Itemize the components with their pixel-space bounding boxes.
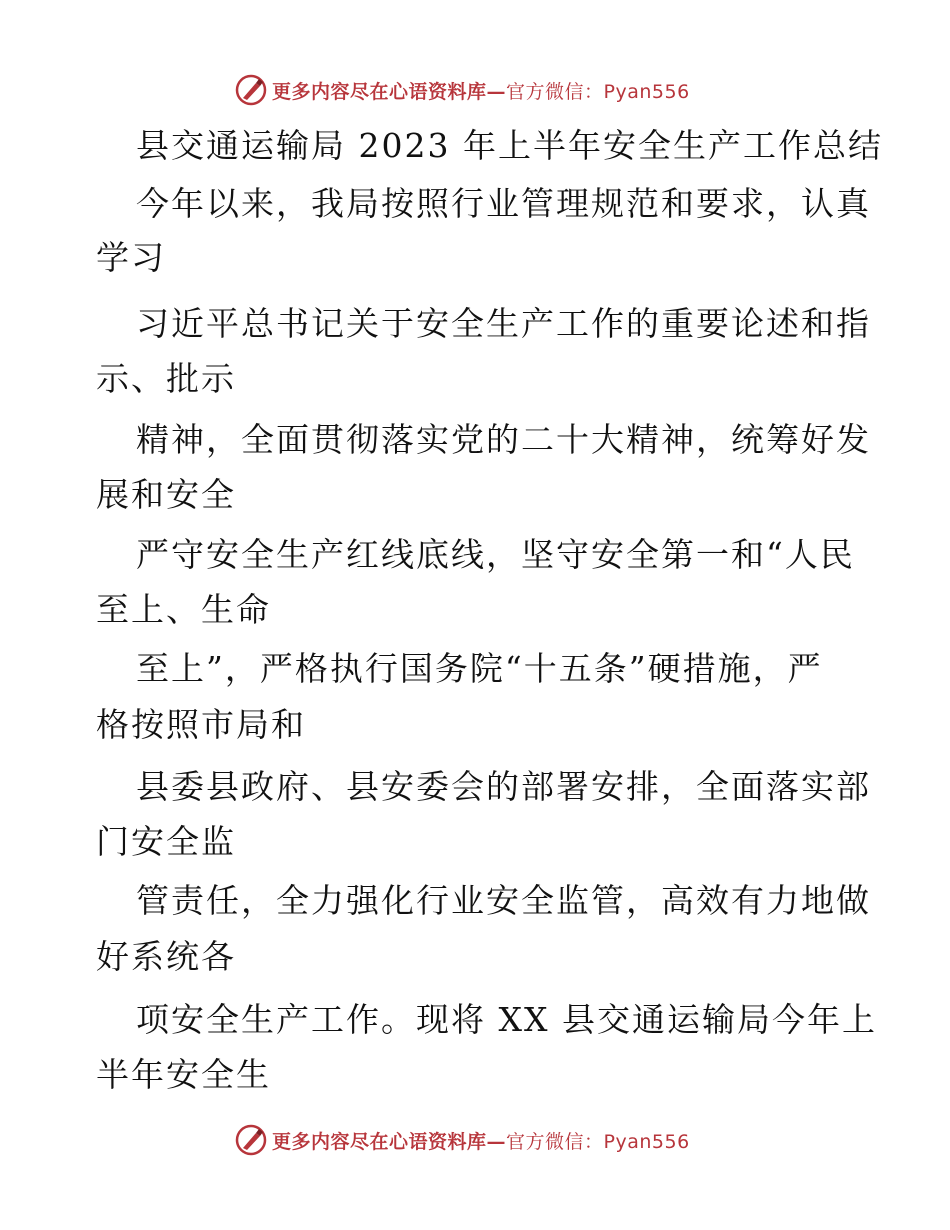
paragraph-line: 县委县政府、县安委会的部署安排，全面落实部: [136, 767, 871, 806]
banner-text: 更多内容尽在心语资料库—官方微信：Pyan556: [272, 80, 690, 103]
paragraph-line: 管责任，全力强化行业安全监管，高效有力地做: [136, 881, 871, 920]
paragraph-line: 学习: [96, 238, 166, 277]
pen-logo-icon: [234, 1123, 268, 1157]
paragraph-line: 至上、生命: [96, 590, 271, 629]
document-title: 县交通运输局 2023 年上半年安全生产工作总结: [136, 126, 883, 165]
paragraph-line: 今年以来，我局按照行业管理规范和要求，认真: [136, 184, 871, 223]
paragraph-line: 半年安全生: [96, 1055, 271, 1094]
banner-text: 更多内容尽在心语资料库—官方微信：Pyan556: [272, 1130, 690, 1153]
header-banner: [0, 70, 950, 110]
paragraph-line: 示、批示: [96, 359, 236, 398]
paragraph-line: 至上”，严格执行国务院“十五条”硬措施，严: [136, 649, 823, 688]
paragraph-line: 好系统各: [96, 937, 236, 976]
paragraph-line: 严守安全生产红线底线，坚守安全第一和“人民: [136, 535, 855, 574]
paragraph-line: 格按照市局和: [96, 705, 306, 744]
paragraph-line: 精神，全面贯彻落实党的二十大精神，统筹好发: [136, 420, 871, 459]
paragraph-line: 门安全监: [96, 822, 236, 861]
footer-banner: [0, 1120, 950, 1160]
paragraph-line: 项安全生产工作。现将 XX 县交通运输局今年上: [136, 1000, 877, 1039]
paragraph-line: 展和安全: [96, 475, 236, 514]
pen-logo-icon: [234, 73, 268, 107]
paragraph-line: 习近平总书记关于安全生产工作的重要论述和指: [136, 304, 871, 343]
